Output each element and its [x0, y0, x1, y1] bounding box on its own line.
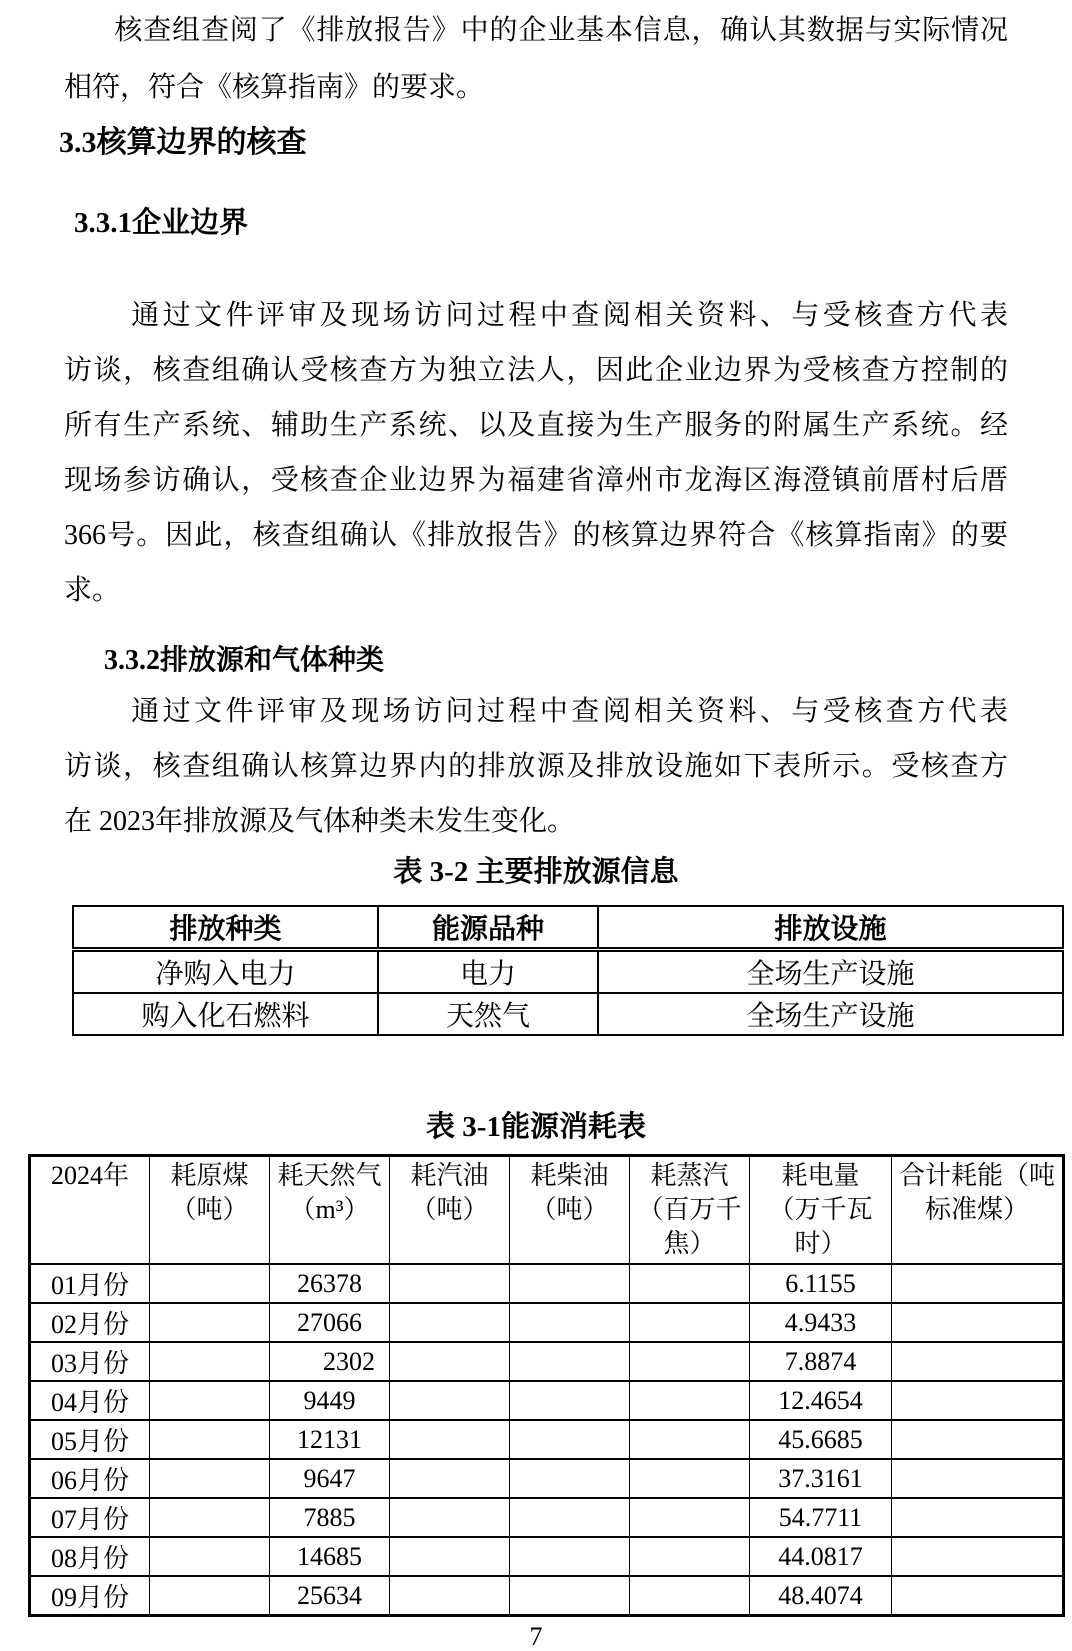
month-cell: 09月份 [30, 1576, 150, 1616]
data-cell [150, 1264, 270, 1303]
text-line: 通过文件评审及现场访问过程中查阅相关资料、与受核查方代表 [131, 696, 1008, 727]
month-cell: 06月份 [30, 1459, 150, 1498]
month-cell: 08月份 [30, 1537, 150, 1576]
col-header: 合计耗能（吨标准煤） [892, 1156, 1064, 1265]
table-header-row [30, 1156, 1064, 1265]
data-cell [892, 1459, 1064, 1498]
data-cell [510, 1420, 630, 1459]
data-cell [892, 1576, 1064, 1616]
col-header: 排放设施 [598, 906, 1063, 950]
data-cell [150, 1576, 270, 1616]
data-cell: 净购入电力 [73, 950, 378, 994]
data-cell [390, 1537, 510, 1576]
data-cell [510, 1342, 630, 1381]
heading-3-3-1: 3.3.1企业边界 [74, 207, 249, 239]
data-cell: 9449 [270, 1381, 390, 1420]
text-line: 访谈，核查组确认核算边界内的排放源及排放设施如下表所示。受核查方 [64, 751, 1008, 782]
col-header: 耗汽油（吨） [390, 1156, 510, 1265]
data-cell [630, 1420, 750, 1459]
data-cell [630, 1303, 750, 1342]
data-cell: 天然气 [378, 993, 598, 1035]
text-line: 求。 [64, 575, 121, 606]
data-cell [150, 1381, 270, 1420]
data-cell [892, 1420, 1064, 1459]
data-cell [510, 1576, 630, 1616]
data-cell [390, 1420, 510, 1459]
col-header: 耗原煤（吨） [150, 1156, 270, 1265]
data-cell [390, 1264, 510, 1303]
col-header: 耗柴油（吨） [510, 1156, 630, 1265]
table-row [30, 1498, 1064, 1537]
table-row [30, 1459, 1064, 1498]
data-cell: 4.9433 [750, 1303, 892, 1342]
data-cell: 54.7711 [750, 1498, 892, 1537]
text-line: 核查组查阅了《排放报告》中的企业基本信息，确认其数据与实际情况 [114, 15, 1008, 46]
table-row [30, 1420, 1064, 1459]
data-cell: 45.6685 [750, 1420, 892, 1459]
data-cell: 14685 [270, 1537, 390, 1576]
emission-table-title: 表 3-2 主要排放源信息 [393, 856, 679, 888]
data-cell [892, 1303, 1064, 1342]
data-cell: 购入化石燃料 [73, 993, 378, 1035]
month-cell: 04月份 [30, 1381, 150, 1420]
data-cell [630, 1342, 750, 1381]
paragraph-enterprise-boundary [64, 288, 1008, 618]
emission-source-table [72, 905, 1064, 1036]
col-header-year: 2024年 [30, 1156, 150, 1265]
data-cell [892, 1264, 1064, 1303]
data-cell: 7885 [270, 1498, 390, 1537]
month-cell: 01月份 [30, 1264, 150, 1303]
month-cell: 05月份 [30, 1420, 150, 1459]
data-cell [630, 1537, 750, 1576]
energy-table-title: 表 3-1能源消耗表 [426, 1111, 646, 1143]
data-cell [630, 1576, 750, 1616]
text-line: 通过文件评审及现场访问过程中查阅相关资料、与受核查方代表 [131, 300, 1008, 331]
data-cell [892, 1537, 1064, 1576]
month-cell: 07月份 [30, 1498, 150, 1537]
data-cell: 全场生产设施 [598, 950, 1063, 994]
data-cell [892, 1498, 1064, 1537]
data-cell: 27066 [270, 1303, 390, 1342]
page-number: 7 [529, 1622, 543, 1651]
data-cell [892, 1342, 1064, 1381]
col-header: 能源品种 [378, 906, 598, 950]
heading-3-3: 3.3核算边界的核查 [59, 126, 307, 159]
text-line: 所有生产系统、辅助生产系统、以及直接为生产服务的附属生产系统。经 [64, 410, 1008, 441]
table-row [73, 950, 1063, 994]
data-cell: 2302 [270, 1342, 390, 1381]
text-line: 366号。因此，核查组确认《排放报告》的核算边界符合《核算指南》的要 [64, 520, 1008, 551]
data-cell [630, 1498, 750, 1537]
data-cell [390, 1303, 510, 1342]
data-cell: 25634 [270, 1576, 390, 1616]
table-row [30, 1381, 1064, 1420]
data-cell: 全场生产设施 [598, 993, 1063, 1035]
table-row [30, 1537, 1064, 1576]
data-cell [510, 1537, 630, 1576]
col-header: 耗天然气（m³） [270, 1156, 390, 1265]
data-cell: 26378 [270, 1264, 390, 1303]
data-cell [510, 1303, 630, 1342]
data-cell [390, 1498, 510, 1537]
month-cell: 03月份 [30, 1342, 150, 1381]
data-cell [390, 1576, 510, 1616]
table-row [30, 1576, 1064, 1616]
data-cell [150, 1459, 270, 1498]
data-cell: 6.1155 [750, 1264, 892, 1303]
data-cell [630, 1264, 750, 1303]
table-row [30, 1303, 1064, 1342]
data-cell [510, 1498, 630, 1537]
text-line: 访谈，核查组确认受核查方为独立法人，因此企业边界为受核查方控制的 [64, 355, 1008, 386]
data-cell: 44.0817 [750, 1537, 892, 1576]
data-cell: 9647 [270, 1459, 390, 1498]
data-cell [150, 1303, 270, 1342]
data-cell: 12131 [270, 1420, 390, 1459]
col-header: 排放种类 [73, 906, 378, 950]
data-cell: 7.8874 [750, 1342, 892, 1381]
data-cell: 37.3161 [750, 1459, 892, 1498]
data-cell [390, 1342, 510, 1381]
data-cell [150, 1498, 270, 1537]
month-cell: 02月份 [30, 1303, 150, 1342]
text-line: 在 2023年排放源及气体种类未发生变化。 [64, 806, 576, 837]
data-cell [150, 1420, 270, 1459]
col-header: 耗电量（万千瓦时） [750, 1156, 892, 1265]
text-line: 现场参访确认，受核查企业边界为福建省漳州市龙海区海澄镇前厝村后厝 [64, 465, 1008, 496]
table-row [30, 1264, 1064, 1303]
data-cell [630, 1459, 750, 1498]
energy-consumption-table [28, 1154, 1065, 1617]
table-header-row [73, 906, 1063, 950]
text-line: 相符，符合《核算指南》的要求。 [64, 72, 485, 103]
table-row [30, 1342, 1064, 1381]
data-cell: 12.4654 [750, 1381, 892, 1420]
paragraph-report-review [64, 2, 1008, 116]
paragraph-emission-sources [64, 684, 1008, 849]
data-cell [390, 1381, 510, 1420]
table-row [73, 993, 1063, 1035]
data-cell [150, 1342, 270, 1381]
data-cell [510, 1381, 630, 1420]
heading-3-3-2: 3.3.2排放源和气体种类 [104, 645, 385, 676]
data-cell: 电力 [378, 950, 598, 994]
data-cell [510, 1459, 630, 1498]
col-header: 耗蒸汽（百万千焦） [630, 1156, 750, 1265]
data-cell [150, 1537, 270, 1576]
data-cell [390, 1459, 510, 1498]
data-cell [510, 1264, 630, 1303]
data-cell: 48.4074 [750, 1576, 892, 1616]
data-cell [630, 1381, 750, 1420]
data-cell [892, 1381, 1064, 1420]
